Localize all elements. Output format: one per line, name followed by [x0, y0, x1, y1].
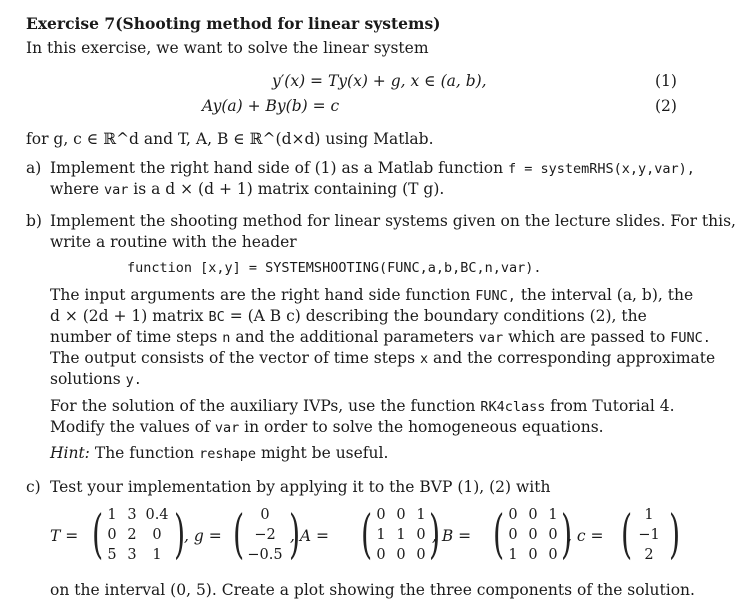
p1-l4-post: and the corresponding approximate [433, 349, 716, 367]
matrix-c_vec-cell: −1 [638, 527, 660, 543]
p1-l1-pre: The input arguments are the right hand side function [50, 286, 471, 304]
part-a-var-code: var [103, 182, 129, 198]
matrix-B-cell: 0 [508, 527, 518, 543]
matrix-A-right-paren: ) [429, 505, 441, 565]
matrix-A-cell: 0 [396, 507, 406, 523]
matrix-B-cell: 1 [508, 547, 518, 563]
equation-2-number: (2) [655, 97, 677, 115]
matrix-T-cell: 1 [107, 507, 117, 523]
p1-l5-code: y. [125, 372, 142, 388]
matrix-c_vec-cell: 2 [644, 547, 654, 563]
hint-post: might be useful. [260, 444, 389, 462]
part-b-p2-line-2 [50, 418, 604, 436]
part-a-line-2 [50, 180, 444, 198]
part-b-line-2: write a routine with the header [50, 233, 297, 251]
p1-l4-pre: The output consists of the vector of time steps [50, 349, 416, 367]
matrix-B-cell: 0 [528, 507, 538, 523]
p1-l3-mid: and the additional parameters [235, 328, 474, 346]
equation-1: y′(x) = Ty(x) + g, x ∈ (a, b), [272, 72, 487, 90]
part-b-p1-line-5 [50, 370, 142, 388]
exercise-heading [26, 14, 441, 33]
part-b-p1-line-2 [50, 307, 647, 325]
p1-l3-pre: number of time steps [50, 328, 218, 346]
matrix-A-label: , A = [290, 527, 329, 545]
p2-l1-post: from Tutorial 4. [550, 397, 675, 415]
p2-l2-pre: Modify the values of [50, 418, 210, 436]
matrix-A-cell: 0 [416, 527, 426, 543]
matrix-A-cell: 1 [396, 527, 406, 543]
equation-1-number: (1) [655, 72, 677, 90]
matrix-A-cell: 0 [376, 547, 386, 563]
function-header-code: function [x,y] = SYSTEMSHOOTING(FUNC,a,b,BC,n,var). [127, 260, 542, 276]
p1-l2-post: = (A B c) describing the boundary conditions (2), the [229, 307, 647, 325]
matrix-T-cell: 0.4 [145, 507, 169, 523]
matrix-T-label: T = [50, 527, 79, 545]
p1-l4-code: x [419, 351, 429, 367]
part-a-text: Implement the right hand side of (1) as a Matlab function [50, 159, 504, 177]
part-b-p1-line-3 [50, 328, 711, 346]
p2-l1-code: RK4class [480, 399, 546, 415]
matrix-A-cell: 0 [416, 547, 426, 563]
exercise-topic: (Shooting method for linear systems) [115, 14, 441, 33]
part-c-line-1: Test your implementation by applying it to the BVP (1), (2) with [50, 478, 551, 496]
matrix-B-cell: 0 [548, 527, 558, 543]
hint-code: reshape [199, 446, 257, 462]
matrix-B-cell: 1 [548, 507, 558, 523]
p1-l3-post: which are passed to [508, 328, 666, 346]
matrix-c_vec-cell: 1 [644, 507, 654, 523]
part-a-where: where [50, 180, 100, 198]
matrix-g-right-paren: ) [289, 505, 301, 565]
matrix-A-cell: 0 [396, 547, 406, 563]
part-c-label: c) [26, 478, 41, 496]
matrix-c_vec-label: , c = [567, 527, 604, 545]
part-a-line-1 [50, 159, 695, 177]
matrix-g-left-paren: ( [233, 505, 245, 565]
part-a-code: f = systemRHS(x,y,var), [508, 161, 695, 177]
matrix-T-cell: 1 [152, 547, 162, 563]
matrix-A-cell: 0 [376, 507, 386, 523]
p2-l1-pre: For the solution of the auxiliary IVPs, use the function [50, 397, 476, 415]
part-b-p2-line-1 [50, 397, 675, 415]
hint-label: Hint: [50, 444, 90, 462]
part-b-p1-line-4 [50, 349, 715, 367]
matrix-B-cell: 0 [548, 547, 558, 563]
matrix-B-left-paren: ( [493, 505, 505, 565]
part-b-line-1: Implement the shooting method for linear systems given on the lecture slides. For this, [50, 212, 736, 230]
p1-l3-code-n: n [222, 330, 231, 346]
matrix-g-cell: −0.5 [247, 547, 283, 563]
p1-l3-code-func: FUNC. [670, 330, 711, 346]
matrix-A-cell: 1 [376, 527, 386, 543]
part-b-p1-line-1 [50, 286, 693, 304]
p1-l5-pre: solutions [50, 370, 121, 388]
matrix-B-cell: 0 [528, 527, 538, 543]
hint-pre: The function [94, 444, 195, 462]
conditions-text: for g, c ∈ ℝ^d and T, A, B ∈ ℝ^(d×d) using Matlab. [26, 130, 434, 148]
p1-l2-pre: d × (2d + 1) matrix [50, 307, 204, 325]
matrix-g-cell: 0 [260, 507, 270, 523]
p1-l1-code: FUNC, [475, 288, 516, 304]
p1-l3-code-var: var [478, 330, 504, 346]
exercise-number: Exercise 7 [26, 14, 116, 33]
hint-line [50, 444, 388, 462]
matrix-A-left-paren: ( [361, 505, 373, 565]
matrix-B-right-paren: ) [561, 505, 573, 565]
matrix-T-cell: 5 [107, 547, 117, 563]
matrix-A-cell: 1 [416, 507, 426, 523]
p1-l2-code: BC [208, 309, 225, 325]
matrix-B-cell: 0 [508, 507, 518, 523]
part-b-label: b) [26, 212, 42, 230]
p1-l1-post: the interval (a, b), the [520, 286, 694, 304]
intro-text: In this exercise, we want to solve the linear system [26, 39, 429, 57]
matrix-c_vec-left-paren: ( [621, 505, 633, 565]
part-c-last-line: on the interval (0, 5). Create a plot showing the three components of the solution. [50, 581, 695, 599]
matrix-T-left-paren: ( [92, 505, 104, 565]
matrix-T-right-paren: ) [174, 505, 186, 565]
part-a-label: a) [26, 159, 42, 177]
matrix-g-label: , g = [184, 527, 222, 545]
matrix-T-cell: 3 [127, 507, 137, 523]
p2-l2-code: var [214, 420, 240, 436]
equation-2: Ay(a) + By(b) = c [202, 97, 340, 115]
matrix-B-cell: 0 [528, 547, 538, 563]
p2-l2-post: in order to solve the homogeneous equations. [244, 418, 604, 436]
matrix-B-label: , B = [432, 527, 472, 545]
matrix-T-cell: 3 [127, 547, 137, 563]
matrices-row [0, 505, 694, 575]
matrix-T-cell: 0 [107, 527, 117, 543]
matrix-T-cell: 2 [127, 527, 137, 543]
part-a-var-desc: is a d × (d + 1) matrix containing (T g). [133, 180, 445, 198]
matrix-T-cell: 0 [152, 527, 162, 543]
matrix-g-cell: −2 [254, 527, 276, 543]
matrix-c_vec-right-paren: ) [669, 505, 681, 565]
